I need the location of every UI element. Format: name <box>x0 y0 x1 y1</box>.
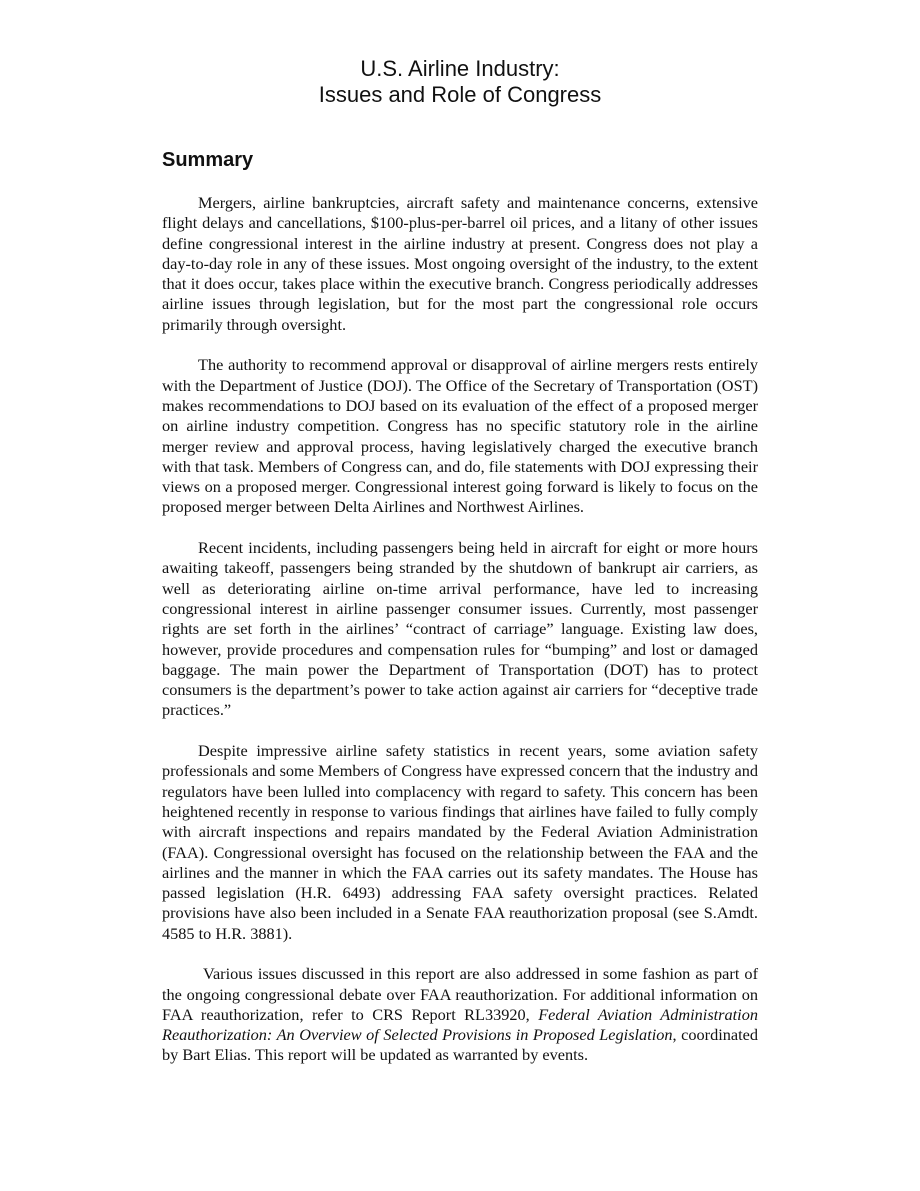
paragraph-mergers: Mergers, airline bankruptcies, aircraft safety and maintenance concerns, extensive flight delays and cancellations, $100-plus-per-barrel oil prices, and a litany of other issues define congressional interest in the airline industry at present. Congress does not play a day-to-day role in any of these issues. Most ongoing oversight of the industry, to the extent that it does occur, takes place within the executive branch. Congress periodically addresses airline issues through legislation, but for the most part the congressional role occurs primarily through oversight. <box>162 193 758 334</box>
paragraph-merger-authority: The authority to recommend approval or disapproval of airline mergers rests entirely with the Department of Justice (DOJ). The Office of the Secretary of Transportation (OST) makes recommendations to DOJ based on its evaluation of the effect of a proposed merger on airline industry competition. Congress has no specific statutory role in the airline merger review and approval process, having legislatively charged the executive branch with that task. Members of Congress can, and do, file statements with DOJ expressing their views on a proposed merger. Congressional interest going forward is likely to focus on the proposed merger between Delta Airlines and Northwest Airlines. <box>162 355 758 517</box>
summary-body <box>162 193 758 1066</box>
title-line-2: Issues and Role of Congress <box>318 82 602 107</box>
page-title <box>162 56 758 108</box>
report-title-italic: Federal Aviation Administration Reauthorization: An Overview of Selected Provisions in Proposed Legislation <box>162 1004 758 1045</box>
summary-heading: Summary <box>162 149 254 171</box>
paragraph-safety: Despite impressive airline safety statistics in recent years, some aviation safety professionals and some Members of Congress have expressed concern that the industry and regulators have been lulled into complacency with regard to safety. This concern has been heightened recently in response to various findings that airlines have failed to fully comply with aircraft inspections and repairs mandated by the Federal Aviation Administration (FAA). Congressional oversight has focused on the relationship between the FAA and the airlines and the manner in which the FAA carries out its safety mandates. The House has passed legislation (H.R. 6493) addressing FAA safety oversight practices. Related provisions have also been included in a Senate FAA reauthorization proposal (see S.Amdt. 4585 to H.R. 3881). <box>162 741 758 943</box>
title-line-1: U.S. Airline Industry: <box>360 56 560 81</box>
paragraph-faa-reauthorization <box>162 964 758 1065</box>
paragraph-faa-text-end: , coordinated by Bart Elias. This report will be updated as warranted by events. <box>162 1025 758 1065</box>
paragraph-faa-text-start: Various issues discussed in this report are also addressed in some fashion as part of the ongoing congressional debate over FAA reauthorization. For additional information on FAA reauthorization, refer to CRS Report RL33920, <box>162 964 758 1024</box>
paragraph-passenger-issues: Recent incidents, including passengers being held in aircraft for eight or more hours awaiting takeoff, passengers being stranded by the shutdown of bankrupt air carriers, as well as deteriorating airline on-time arrival performance, have led to increasing congressional interest in airline passenger consumer issues. Currently, most passenger rights are set forth in the airlines’ “contract of carriage” language. Existing law does, however, provide procedures and compensation rules for “bumping” and lost or damaged baggage. The main power the Department of Transportation (DOT) has to protect consumers is the department’s power to take action against air carriers for “deceptive trade practices.” <box>162 538 758 720</box>
